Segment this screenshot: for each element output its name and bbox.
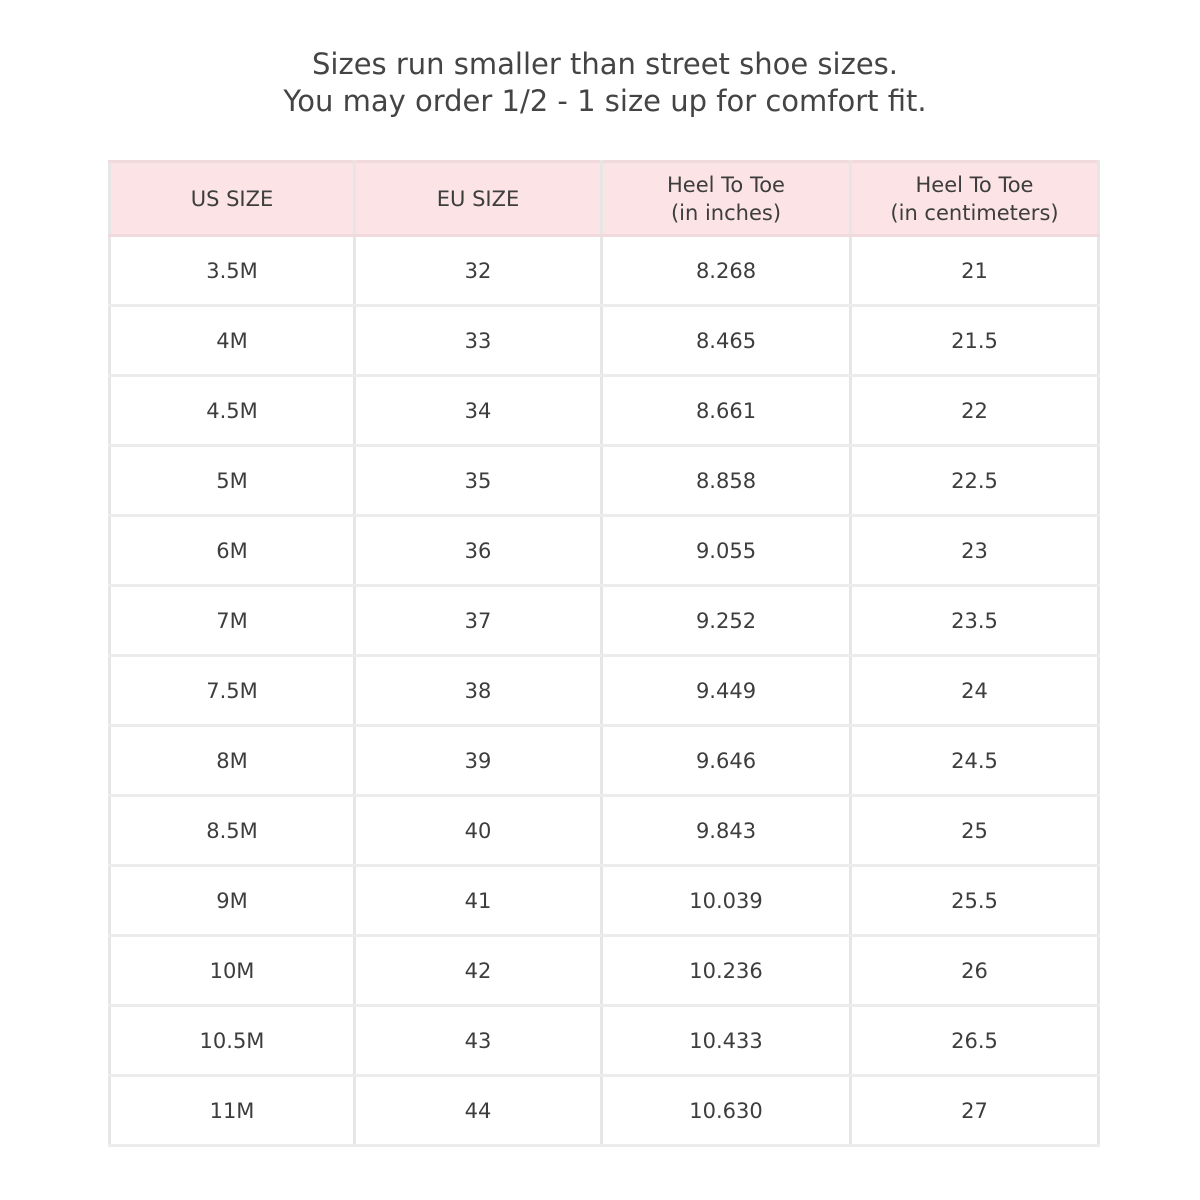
table-body xyxy=(110,236,1099,1146)
cell-centimeters: 21 xyxy=(851,236,1099,306)
table-row xyxy=(110,656,1099,726)
cell-inches: 8.661 xyxy=(602,376,851,446)
cell-us-size: 8.5M xyxy=(110,796,355,866)
table-row xyxy=(110,586,1099,656)
cell-centimeters: 25 xyxy=(851,796,1099,866)
cell-us-size: 5M xyxy=(110,446,355,516)
cell-eu-size: 37 xyxy=(355,586,602,656)
cell-eu-size: 38 xyxy=(355,656,602,726)
table-row xyxy=(110,1006,1099,1076)
table-row xyxy=(110,866,1099,936)
cell-us-size: 10.5M xyxy=(110,1006,355,1076)
cell-us-size: 4.5M xyxy=(110,376,355,446)
cell-inches: 8.268 xyxy=(602,236,851,306)
cell-eu-size: 35 xyxy=(355,446,602,516)
header-label: EU SIZE xyxy=(436,186,520,211)
cell-centimeters: 23 xyxy=(851,516,1099,586)
cell-us-size: 8M xyxy=(110,726,355,796)
header-heel-to-toe-inches xyxy=(602,162,851,236)
table-header xyxy=(110,162,1099,236)
cell-us-size: 4M xyxy=(110,306,355,376)
cell-eu-size: 43 xyxy=(355,1006,602,1076)
cell-inches: 10.433 xyxy=(602,1006,851,1076)
cell-centimeters: 24.5 xyxy=(851,726,1099,796)
cell-eu-size: 32 xyxy=(355,236,602,306)
cell-centimeters: 24 xyxy=(851,656,1099,726)
cell-us-size: 7.5M xyxy=(110,656,355,726)
cell-centimeters: 25.5 xyxy=(851,866,1099,936)
table-row xyxy=(110,446,1099,516)
table-row xyxy=(110,796,1099,866)
cell-us-size: 11M xyxy=(110,1076,355,1146)
cell-inches: 9.843 xyxy=(602,796,851,866)
cell-centimeters: 26 xyxy=(851,936,1099,1006)
cell-eu-size: 41 xyxy=(355,866,602,936)
header-unit: (in centimeters) xyxy=(890,200,1059,225)
size-chart-table xyxy=(108,160,1100,1147)
size-note xyxy=(0,46,1200,120)
cell-inches: 8.858 xyxy=(602,446,851,516)
header-label: Heel To Toe xyxy=(667,172,785,197)
cell-us-size: 9M xyxy=(110,866,355,936)
cell-eu-size: 34 xyxy=(355,376,602,446)
cell-eu-size: 39 xyxy=(355,726,602,796)
cell-centimeters: 26.5 xyxy=(851,1006,1099,1076)
table-row xyxy=(110,516,1099,586)
table-row xyxy=(110,726,1099,796)
size-note-line-1: Sizes run smaller than street shoe sizes. xyxy=(312,47,898,81)
cell-eu-size: 44 xyxy=(355,1076,602,1146)
size-note-line-2: You may order 1/2 - 1 size up for comfort fit. xyxy=(283,84,927,118)
table-row xyxy=(110,376,1099,446)
cell-centimeters: 27 xyxy=(851,1076,1099,1146)
header-label: Heel To Toe xyxy=(915,172,1034,197)
cell-centimeters: 23.5 xyxy=(851,586,1099,656)
cell-centimeters: 21.5 xyxy=(851,306,1099,376)
cell-inches: 10.236 xyxy=(602,936,851,1006)
cell-inches: 9.252 xyxy=(602,586,851,656)
cell-us-size: 7M xyxy=(110,586,355,656)
cell-inches: 10.039 xyxy=(602,866,851,936)
header-unit: (in inches) xyxy=(670,200,782,225)
cell-us-size: 6M xyxy=(110,516,355,586)
cell-centimeters: 22.5 xyxy=(851,446,1099,516)
cell-eu-size: 36 xyxy=(355,516,602,586)
header-us-size xyxy=(110,162,355,236)
table-row xyxy=(110,306,1099,376)
cell-inches: 9.055 xyxy=(602,516,851,586)
table-row xyxy=(110,936,1099,1006)
cell-eu-size: 42 xyxy=(355,936,602,1006)
cell-inches: 8.465 xyxy=(602,306,851,376)
header-label: US SIZE xyxy=(190,186,274,211)
header-eu-size xyxy=(355,162,602,236)
cell-eu-size: 40 xyxy=(355,796,602,866)
table-row xyxy=(110,1076,1099,1146)
cell-inches: 9.449 xyxy=(602,656,851,726)
cell-eu-size: 33 xyxy=(355,306,602,376)
cell-centimeters: 22 xyxy=(851,376,1099,446)
cell-inches: 9.646 xyxy=(602,726,851,796)
header-row xyxy=(110,162,1099,236)
header-heel-to-toe-centimeters xyxy=(851,162,1099,236)
cell-inches: 10.630 xyxy=(602,1076,851,1146)
cell-us-size: 3.5M xyxy=(110,236,355,306)
cell-us-size: 10M xyxy=(110,936,355,1006)
table-row xyxy=(110,236,1099,306)
